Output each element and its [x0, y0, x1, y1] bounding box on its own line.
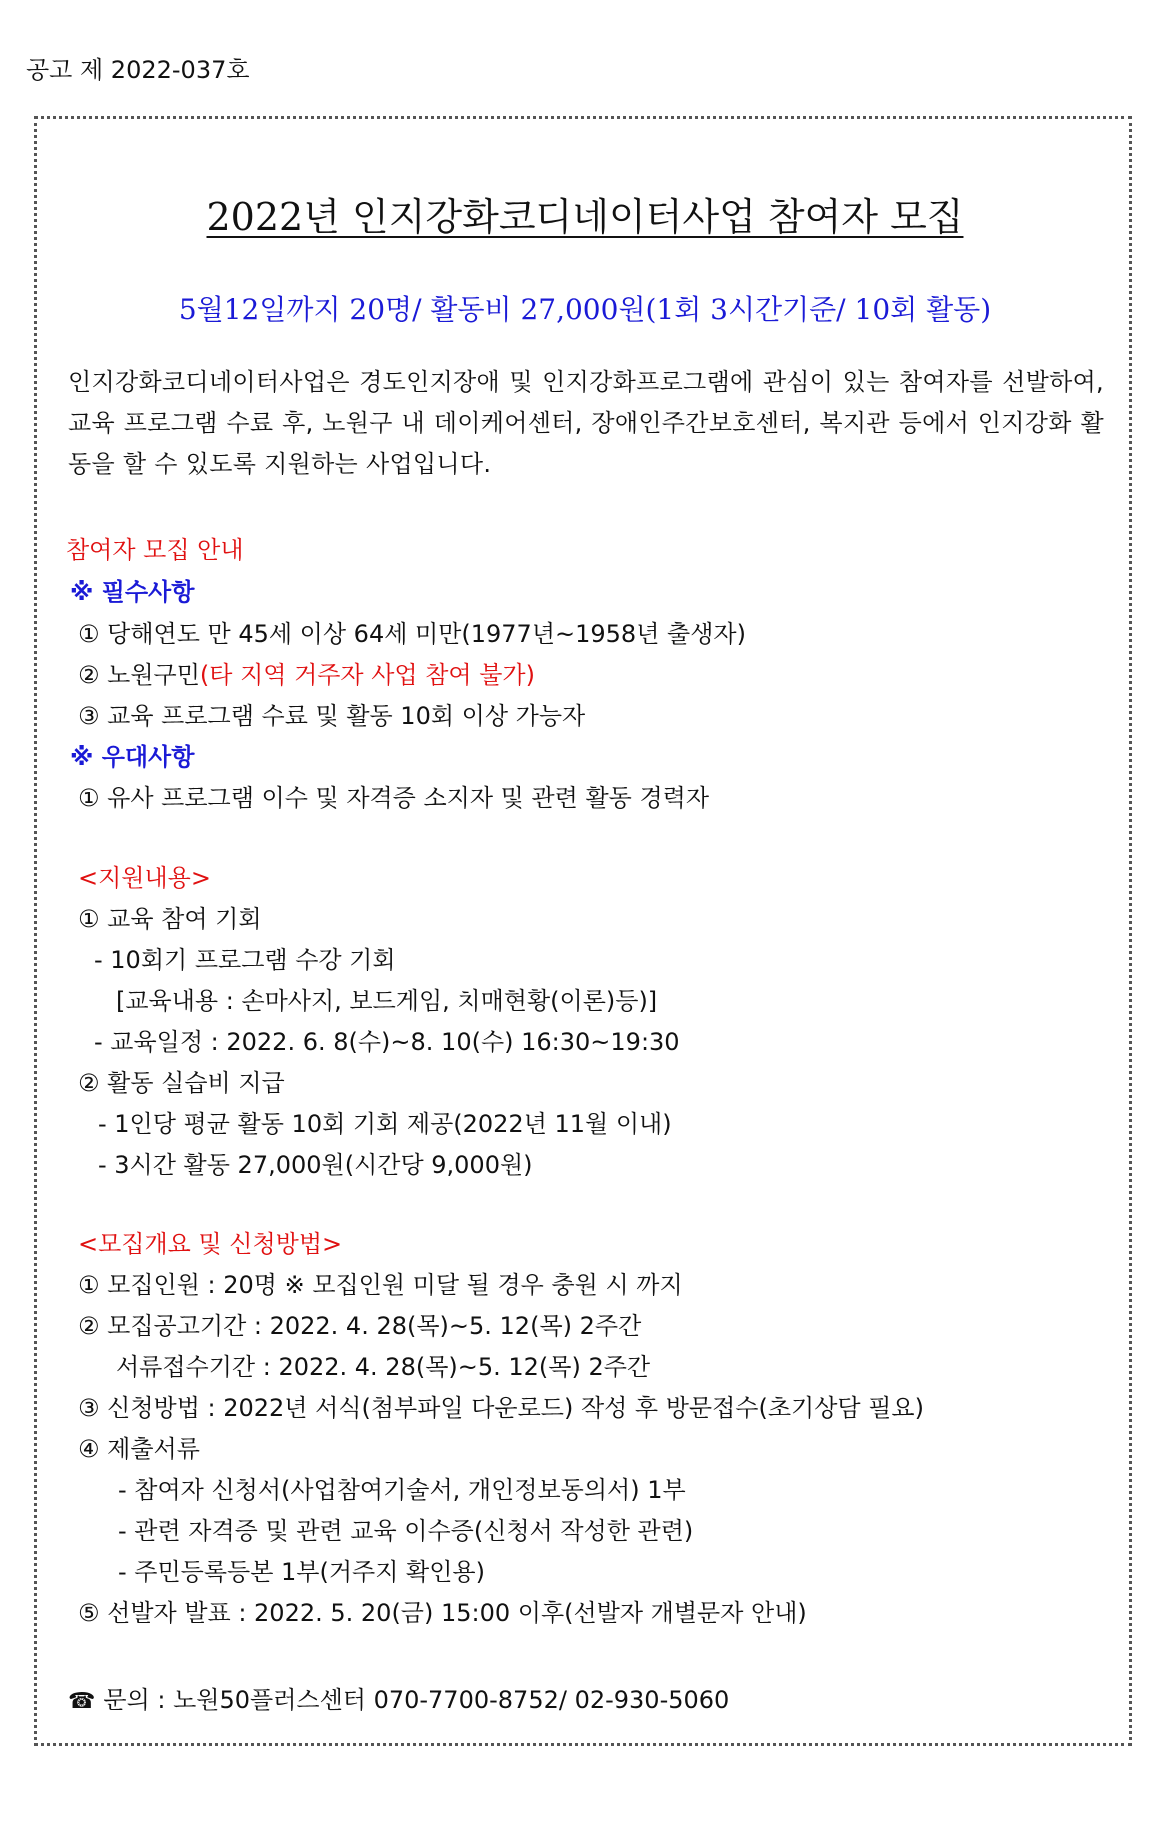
support-item-1-c: - 교육일정 : 2022. 6. 8(수)~8. 10(수) 16:30~19:30: [94, 1028, 680, 1056]
application-item-2-b: 서류접수기간 : 2022. 4. 28(목)~5. 12(목) 2주간: [116, 1353, 651, 1381]
required-item-1: ① 당해연도 만 45세 이상 64세 미만(1977년~1958년 출생자): [78, 620, 746, 648]
application-item-3: ③ 신청방법 : 2022년 서식(첨부파일 다운로드) 작성 후 방문접수(초기상담 필요): [78, 1394, 924, 1422]
application-item-4-b: - 관련 자격증 및 관련 교육 이수증(신청서 작성한 관련): [118, 1517, 694, 1545]
phone-icon: ☎: [68, 1689, 96, 1714]
application-item-4-c: - 주민등록등본 1부(거주지 확인용): [118, 1558, 485, 1586]
required-item-2: [78, 655, 535, 690]
recruit-guide-heading: 참여자 모집 안내: [66, 536, 244, 564]
preferred-heading: ※ 우대사항: [70, 743, 195, 771]
page-title: [0, 186, 1170, 241]
support-item-2-a: - 1인당 평균 활동 10회 기회 제공(2022년 11월 이내): [98, 1110, 672, 1138]
required-item-3: ③ 교육 프로그램 수료 및 활동 10회 이상 가능자: [78, 702, 586, 730]
support-heading: <지원내용>: [78, 864, 211, 892]
support-item-1-a: - 10회기 프로그램 수강 기회: [94, 946, 396, 974]
subtitle: 5월12일까지 20명/ 활동비 27,000원(1회 3시간기준/ 10회 활동): [178, 293, 992, 326]
preferred-item-1: ① 유사 프로그램 이수 및 자격증 소지자 및 관련 활동 경력자: [78, 784, 710, 812]
intro-paragraph: 인지강화코디네이터사업은 경도인지장애 및 인지강화프로그램에 관심이 있는 참여자를 선발하여, 교육 프로그램 수료 후, 노원구 내 데이케어센터, 장애인주간보호센터, 복지관 등에서 인지강화 활동을 할 수 있도록 지원하는 사업입니다.: [68, 368, 1104, 478]
application-heading: <모집개요 및 신청방법>: [78, 1230, 343, 1258]
required-item-2-note: (타 지역 거주자 사업 참여 불가): [199, 661, 535, 689]
application-item-1: ① 모집인원 : 20명 ※ 모집인원 미달 될 경우 충원 시 까지: [78, 1271, 683, 1299]
support-item-2-b: - 3시간 활동 27,000원(시간당 9,000원): [98, 1151, 533, 1179]
support-item-1-b: [교육내용 : 손마사지, 보드게임, 치매현황(이론)등)]: [116, 987, 658, 1015]
application-item-4-a: - 참여자 신청서(사업참여기술서, 개인정보동의서) 1부: [118, 1476, 686, 1504]
notice-number: 공고 제 2022-037호: [26, 56, 250, 84]
support-item-1: ① 교육 참여 기회: [78, 905, 262, 933]
contact-text: 문의 : 노원50플러스센터 070-7700-8752/ 02-930-5060: [103, 1686, 730, 1714]
support-item-2: ② 활동 실습비 지급: [78, 1069, 285, 1097]
application-item-5: ⑤ 선발자 발표 : 2022. 5. 20(금) 15:00 이후(선발자 개별문자 안내): [78, 1599, 807, 1627]
application-item-4: ④ 제출서류: [78, 1435, 200, 1463]
contact-line: [68, 1680, 729, 1715]
page-title-text: 2022년 인지강화코디네이터사업 참여자 모집: [206, 195, 964, 239]
required-item-2-main: ② 노원구민: [78, 661, 200, 689]
required-heading: ※ 필수사항: [70, 578, 195, 606]
application-item-2: ② 모집공고기간 : 2022. 4. 28(목)~5. 12(목) 2주간: [78, 1312, 642, 1340]
